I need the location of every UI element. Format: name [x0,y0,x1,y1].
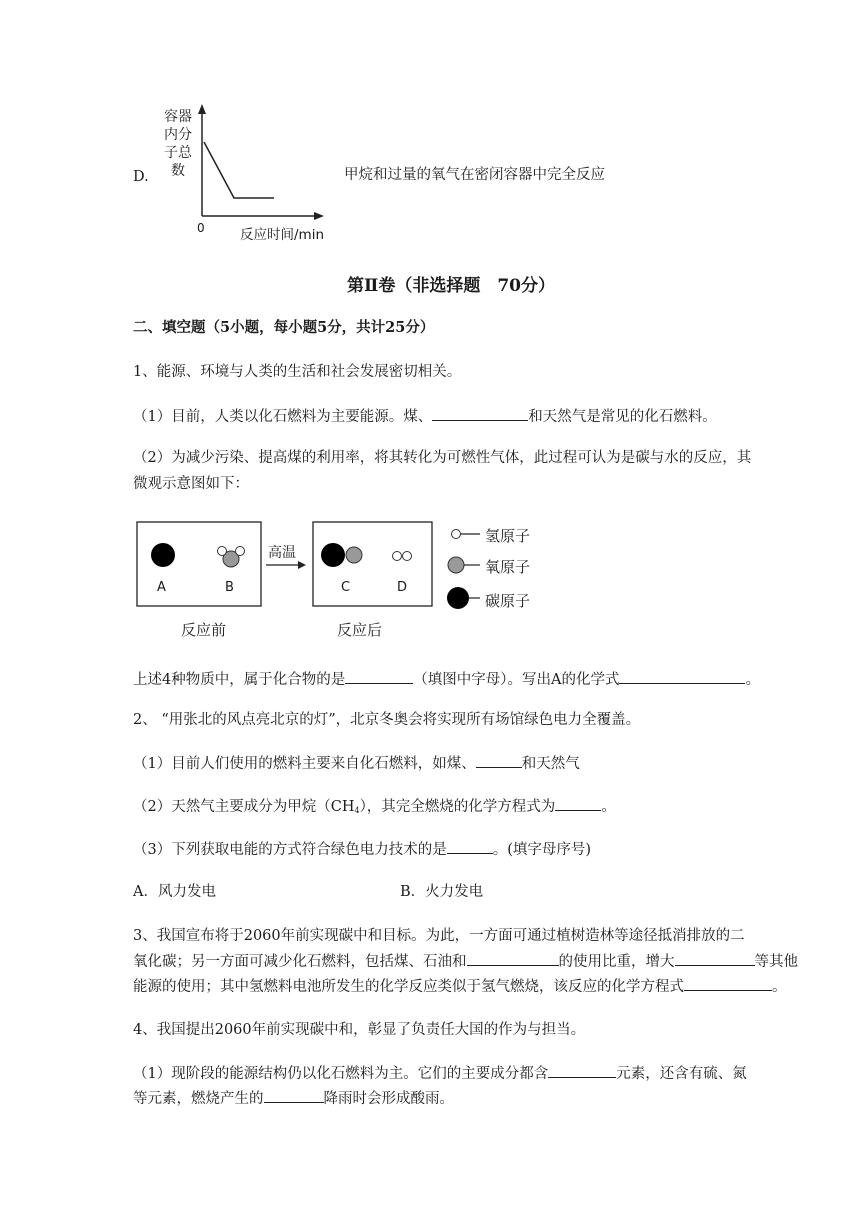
legend-carbon-symbol [447,587,469,609]
graph-origin: 0 [197,221,205,235]
q4-part1-line2: 等元素，燃烧产生的 降雨时会形成酸雨。 [133,1088,454,1109]
q2-blank-1[interactable] [476,753,522,768]
q1-blank-3[interactable] [619,669,745,684]
q2-intro: 2、 “用张北的风点亮北京的灯”，北京冬奥会将实现所有场馆绿色电力全覆盖。 [133,712,641,728]
q3-blank-3[interactable] [684,976,772,991]
legend-hydrogen-symbol [452,530,461,539]
q1-intro: 1、能源、环境与人类的生活和社会发展密切相关。 [133,364,462,380]
atom-h1-D [393,552,402,561]
y-axis-label: 容器 内分 子总 数 [164,109,192,179]
q2-blank-3[interactable] [447,839,493,854]
legend-hydrogen-label: 氢原子 [485,527,531,545]
legend-oxygen-symbol [448,557,464,573]
q2-part1: （1）目前人们使用的燃料主要来自化石燃料，如煤、 和天然气 [133,753,580,774]
q1-blank-2[interactable] [345,669,413,684]
q4-part1-line1: （1）现阶段的能源结构仍以化石燃料为主。它们的主要成分都含 元素，还含有硫、氮 [133,1063,747,1084]
q1-blank-1[interactable] [432,406,528,421]
atom-h2-D [403,552,412,561]
q1-part1: （1）目前，人类以化石燃料为主要能源。煤、 和天然气是常见的化石燃料。 [133,406,717,427]
q1-part2-line2: 微观示意图如下： [133,476,249,492]
x-axis-label: 反应时间/min [240,227,325,243]
q3-blank-2[interactable] [675,951,755,966]
diagram-label-c: C [341,580,351,595]
atom-carbon-A [151,543,175,567]
atom-h2-B [236,547,245,556]
section-heading: 二、填空题（5小题，每小题5分，共计25分） [133,319,435,336]
atom-h1-B [218,547,227,556]
caption-before: 反应前 [181,621,227,639]
q3-blank-1[interactable] [467,951,559,966]
diagram-arrow-label: 高温 [268,545,296,561]
q3-line1: 3、我国宣布将于2060年前实现碳中和目标。为此，一方面可通过植树造林等途径抵消排放的二 [133,928,745,944]
legend-carbon-label: 碳原子 [485,592,531,610]
q2-option-a: A．风力发电 [133,884,216,900]
q1-part2-line1: （2）为减少污染、提高煤的利用率，将其转化为可燃性气体，此过程可认为是碳与水的反应，其 [133,450,752,466]
option-d-description: 甲烷和过量的氧气在密闭容器中完全反应 [344,167,605,183]
graph-curve [204,142,274,198]
diagram-label-d: D [397,580,408,595]
q3-line2: 氧化碳；另一方面可减少化石燃料，包括煤、石油和 的使用比重，增大 等其他 [133,951,798,972]
section-title: 第Ⅱ卷（非选择题 70分） [347,276,555,296]
q2-part3: （3）下列获取电能的方式符合绿色电力技术的是 。(填字母序号) [133,839,591,860]
q4-blank-2[interactable] [264,1088,324,1103]
q2-option-b: B．火力发电 [400,884,484,900]
q1-part3: 上述4种物质中，属于化合物的是 （填图中字母）。写出A的化学式 。 [133,669,760,690]
diagram-label-b: B [225,580,234,595]
x-axis-arrow [314,212,324,220]
q2-blank-2[interactable] [555,796,601,811]
reaction-arrowhead [298,561,306,569]
caption-after: 反应后 [337,621,383,639]
diagram-label-a: A [157,580,166,595]
atom-oxygen-C [346,547,362,563]
q4-intro: 4、我国提出2060年前实现碳中和，彰显了负责任大国的作为与担当。 [133,1022,586,1038]
option-d-label: D. [133,169,149,185]
q3-line3: 能源的使用；其中氢燃料电池所发生的化学反应类似于氢气燃烧，该反应的化学方程式 。 [133,976,787,997]
legend-oxygen-label: 氧原子 [485,558,531,576]
q2-part2: （2）天然气主要成分为甲烷$(CH_4)$，其完全燃烧的化学方程式为 。 [133,796,616,821]
y-axis-arrow [198,104,206,114]
atom-carbon-C [321,543,345,567]
q4-blank-1[interactable] [548,1063,616,1078]
